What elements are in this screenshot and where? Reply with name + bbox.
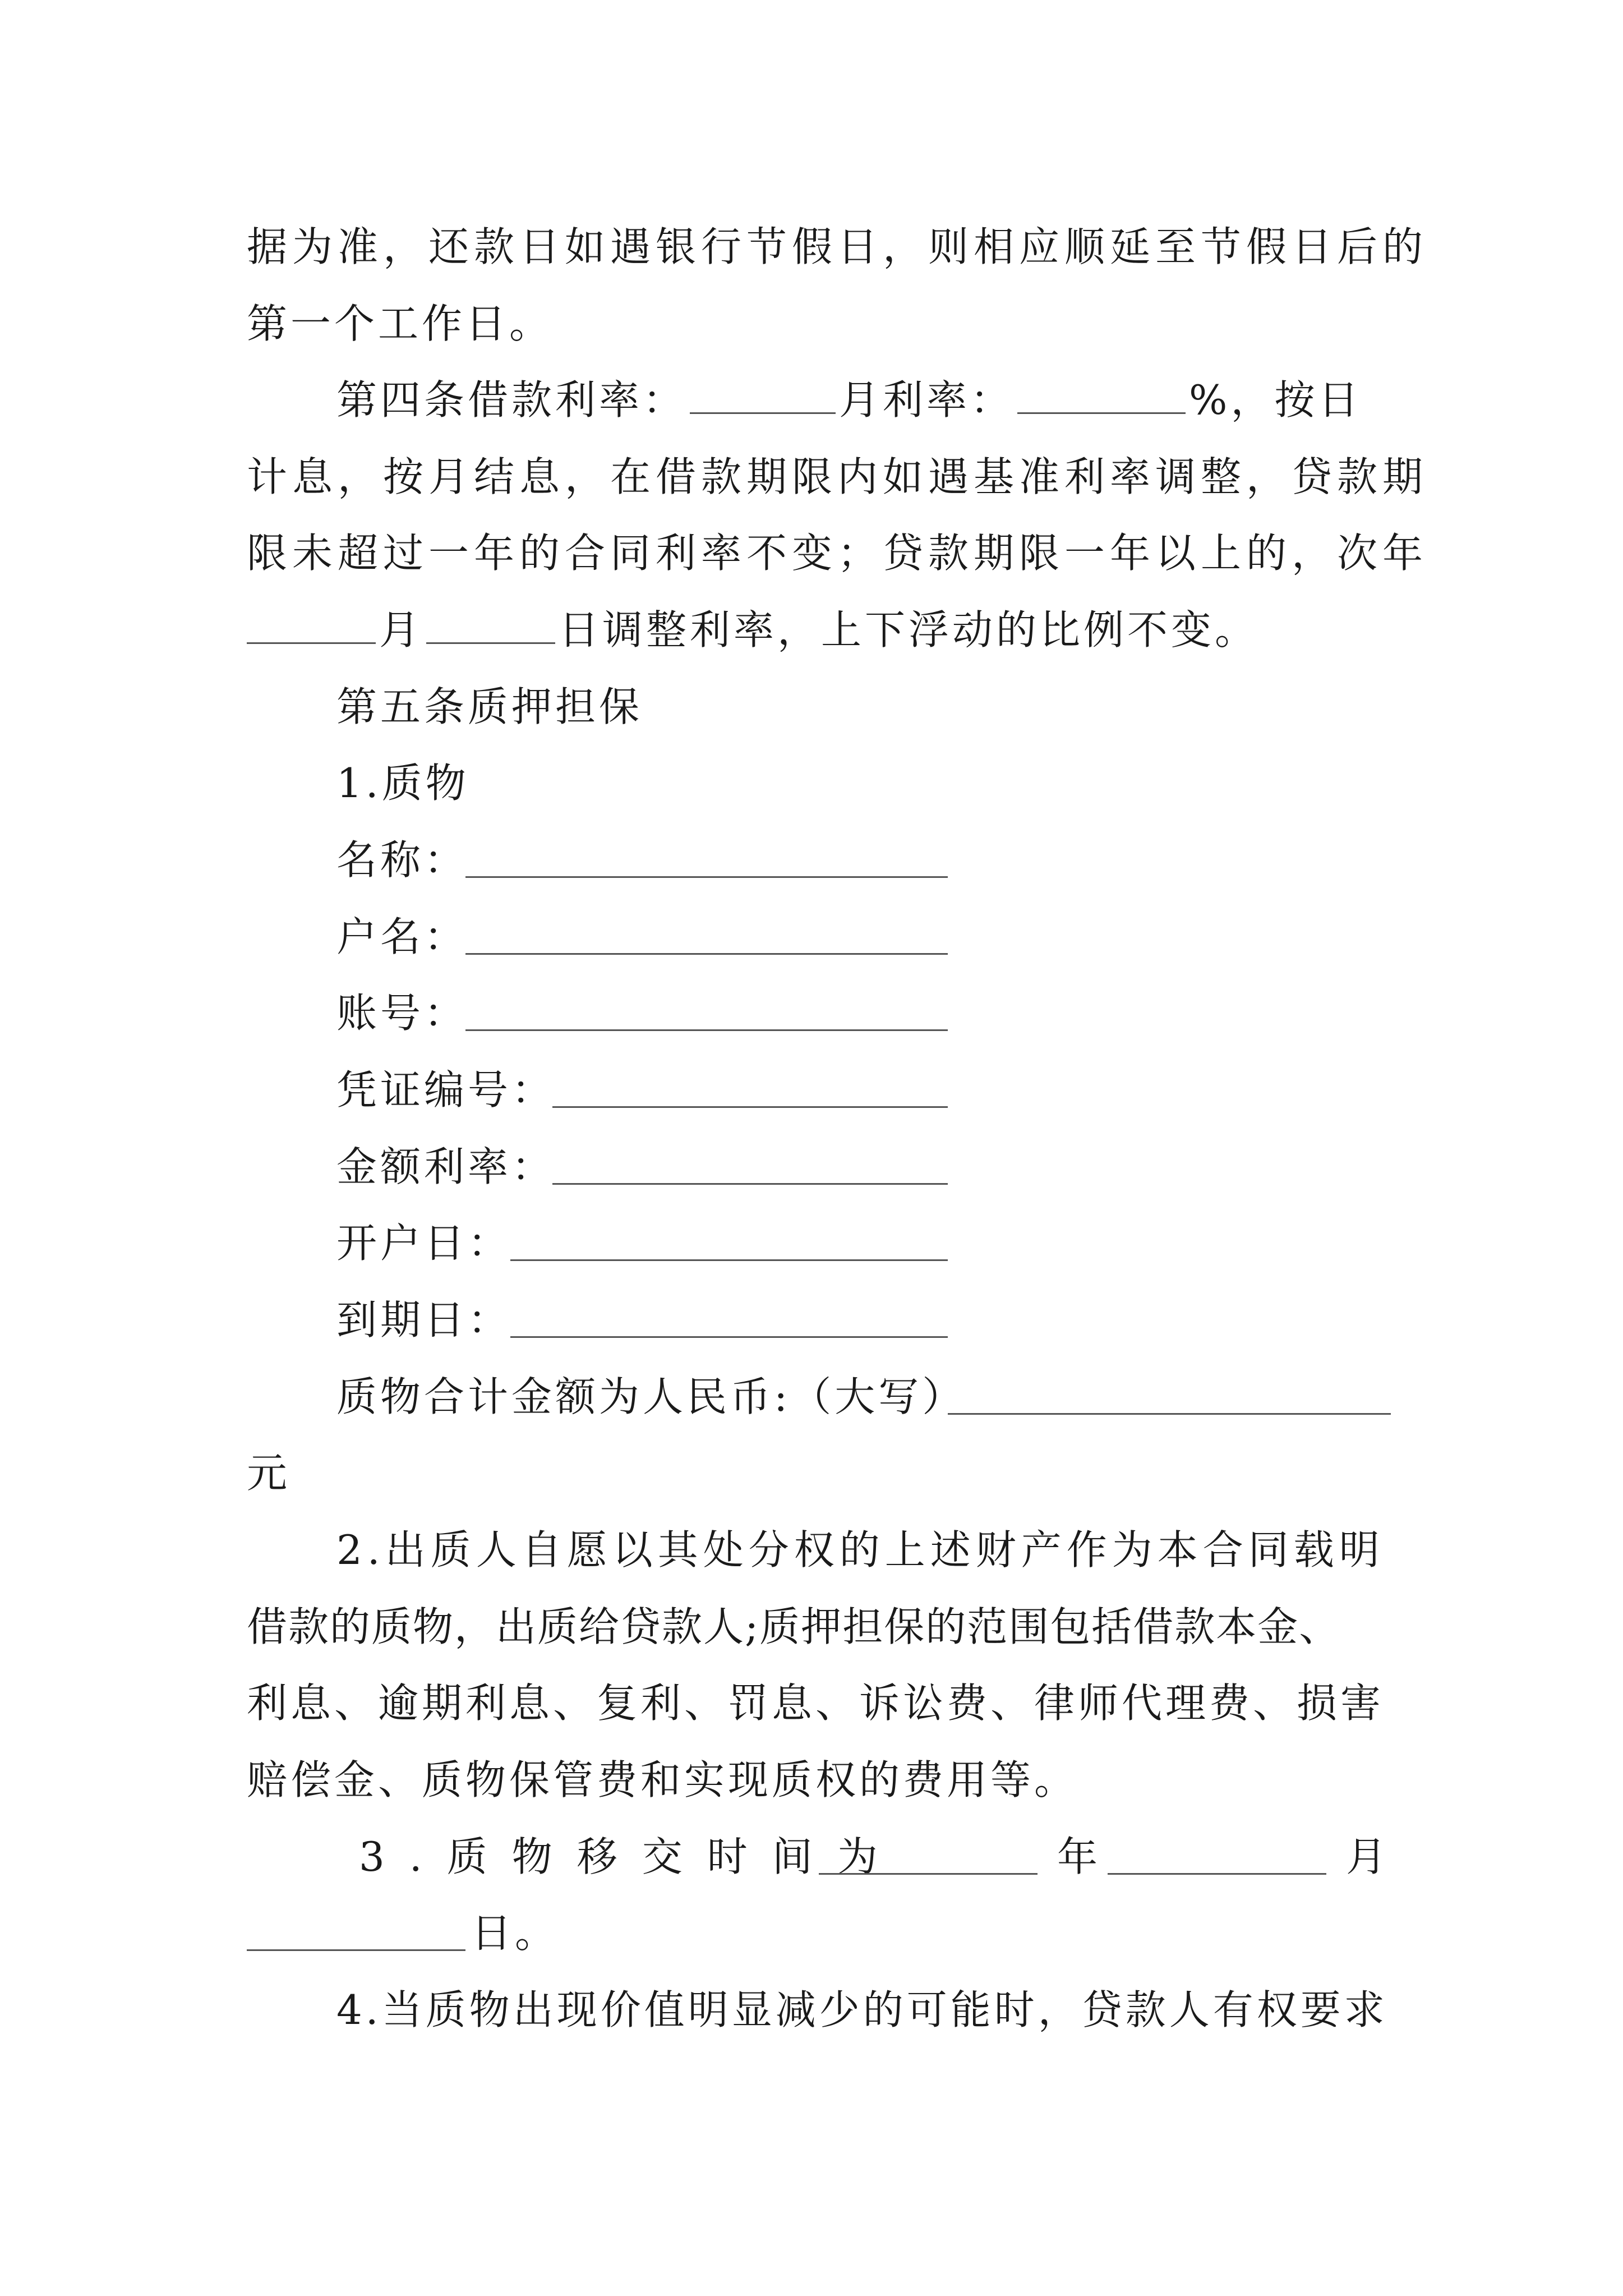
voucher-no-input-line[interactable] xyxy=(552,1106,948,1108)
paragraph-line xyxy=(247,1675,1391,1731)
text-segment: 第四条借款利率： xyxy=(336,376,687,424)
field-label: 名称： xyxy=(336,836,468,884)
article-4-line4 xyxy=(247,602,1391,658)
field-account-no xyxy=(336,985,1391,1041)
text-line: 元 xyxy=(247,1450,291,1497)
interest-rate-blank xyxy=(690,376,836,414)
paragraph-line xyxy=(247,219,1428,275)
text-line: 借款的质物，出质给贷款人;质押担保的范围包括借款本金、 xyxy=(247,1603,1341,1650)
name-input-line[interactable] xyxy=(465,876,948,878)
text-line: 第一个工作日。 xyxy=(247,300,554,347)
field-label: 凭证编号： xyxy=(336,1066,556,1114)
field-voucher-no xyxy=(336,1062,1391,1118)
paragraph-line xyxy=(247,1445,1391,1501)
field-label: 质物合计金额为人民币:（大写） xyxy=(336,1373,966,1420)
text-line: 限未超过一年的合同利率不变；贷款期限一年以上的，次年 xyxy=(247,530,1428,577)
text-segment: 月利率： xyxy=(839,376,1015,424)
paragraph-line xyxy=(247,525,1428,581)
field-label: 账号： xyxy=(336,990,468,1037)
month-blank xyxy=(247,606,376,644)
month-blank-2[interactable] xyxy=(1108,1872,1326,1875)
text-line: 4.当质物出现价值明显减少的可能时，贷款人有权要求 xyxy=(336,1986,1388,2033)
text-segment: 月 xyxy=(379,606,423,654)
text-segment: 日。 xyxy=(471,1910,559,1957)
day-blank-2[interactable] xyxy=(247,1949,465,1951)
article-5-title xyxy=(336,679,1391,735)
text-segment: 3.质物移交时间为 xyxy=(359,1833,902,1880)
item-4-line1 xyxy=(336,1982,1391,2038)
field-due-date xyxy=(336,1292,1391,1348)
text-line: 1.质物 xyxy=(336,760,469,807)
text-segment: 年 xyxy=(1057,1833,1101,1880)
field-label: 金额利率： xyxy=(336,1143,556,1190)
paragraph-line xyxy=(247,296,1391,352)
field-open-date xyxy=(336,1215,1391,1271)
total-amount-input-line[interactable] xyxy=(948,1412,1391,1415)
text-line: 第五条质押担保 xyxy=(336,683,643,730)
due-date-input-line[interactable] xyxy=(510,1336,948,1338)
paragraph-line xyxy=(247,449,1428,505)
text-segment: 月 xyxy=(1346,1833,1390,1880)
item-2-line1 xyxy=(336,1522,1391,1578)
text-segment: %，按日 xyxy=(1189,376,1362,424)
text-line: 2.出质人自愿以其处分权的上述财产作为本合同载明 xyxy=(336,1526,1385,1573)
field-label: 到期日： xyxy=(336,1296,512,1343)
field-label: 户名： xyxy=(336,913,468,960)
article-4-line1 xyxy=(336,372,1391,428)
text-line: 赔偿金、质物保管费和实现质权的费用等。 xyxy=(247,1756,1078,1803)
amount-rate-input-line[interactable] xyxy=(552,1182,948,1185)
field-label: 开户日： xyxy=(336,1220,512,1267)
text-line: 计息，按月结息，在借款期限内如遇基准利率调整，贷款期 xyxy=(247,453,1428,500)
field-account-name xyxy=(336,909,1391,965)
account-name-input-line[interactable] xyxy=(465,953,948,955)
text-line: 利息、逾期利息、复利、罚息、诉讼费、律师代理费、损害 xyxy=(247,1680,1385,1727)
monthly-rate-blank xyxy=(1017,376,1186,414)
text-segment: 日调整利率，上下浮动的比例不变。 xyxy=(559,606,1259,654)
total-amount-line xyxy=(336,1369,1391,1425)
item-3-line1 xyxy=(359,1829,1391,1885)
account-no-input-line[interactable] xyxy=(465,1029,948,1031)
field-name xyxy=(336,832,1391,888)
day-blank xyxy=(426,606,555,644)
text-line: 据为准，还款日如遇银行节假日，则相应顺延至节假日后的 xyxy=(247,223,1428,270)
field-amount-rate xyxy=(336,1139,1391,1195)
paragraph-line xyxy=(247,1599,1391,1655)
open-date-input-line[interactable] xyxy=(510,1259,948,1261)
year-blank[interactable] xyxy=(819,1872,1038,1875)
item-1-title xyxy=(336,755,1391,811)
paragraph-line xyxy=(247,1752,1391,1808)
item-3-line2 xyxy=(247,1905,1391,1961)
